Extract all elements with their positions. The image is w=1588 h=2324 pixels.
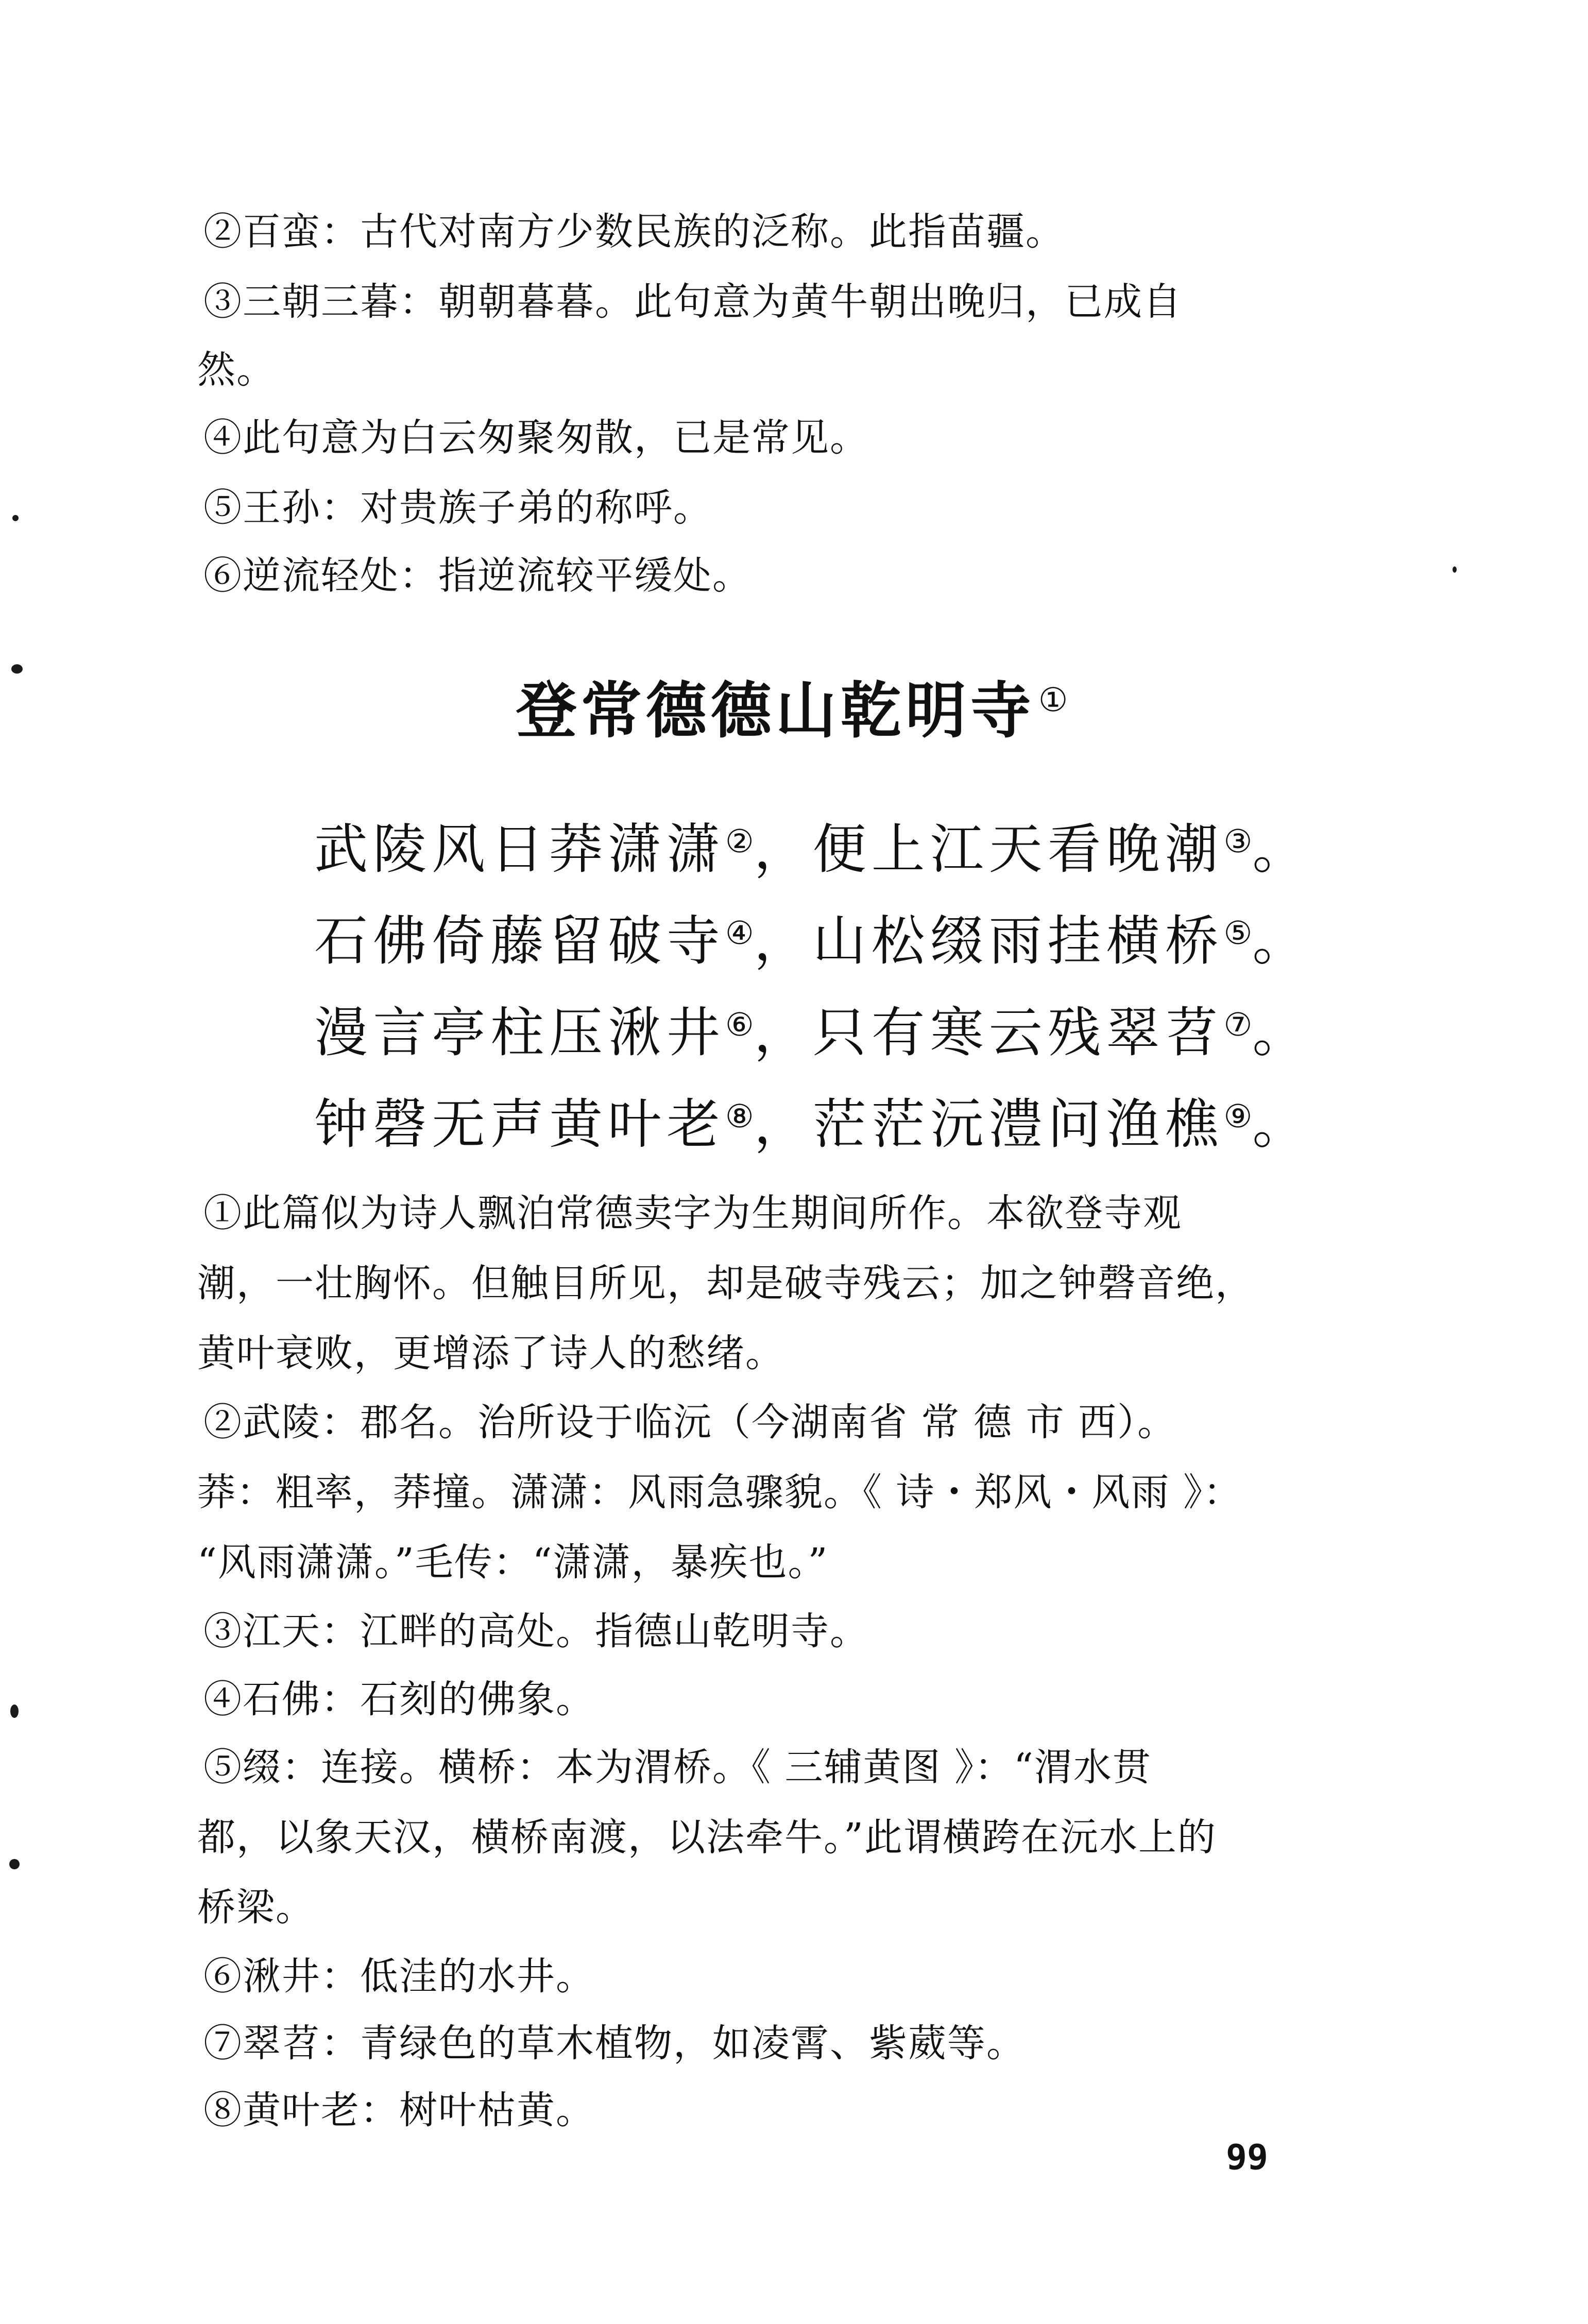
footnote-mark: ② (725, 822, 754, 860)
poem-half-line: 茫茫沅澧问渔樵 (812, 1093, 1224, 1156)
poem-punctuation: ， (754, 909, 813, 972)
note-3-sanzhao (203, 267, 1398, 337)
footnote-mark: ⑤ (1223, 914, 1253, 952)
scan-speck (9, 1859, 20, 1869)
note-text: ⑥湫井：低洼的水井。 (203, 1954, 595, 1999)
note-5-zhui (197, 1732, 1398, 1942)
poem-body (314, 796, 1344, 1162)
note-4-shifo (203, 1664, 1398, 1734)
note-1-background (197, 1178, 1398, 1388)
page-number: 99 (1226, 2137, 1268, 2178)
footnote-mark: ⑨ (1223, 1097, 1253, 1135)
note-text: ②百蛮：古代对南方少数民族的泛称。此指苗疆。 (203, 210, 1065, 254)
poem-punctuation: 。 (1252, 909, 1311, 972)
poem-line (314, 887, 1344, 979)
scan-speck (11, 664, 23, 674)
poem-half-line: 石佛倚藤留破寺 (314, 909, 726, 972)
poem-line (314, 796, 1344, 887)
note-text: 然。 (197, 348, 276, 392)
note-2-baiman (203, 197, 1398, 267)
note-3-continuation (197, 335, 1392, 405)
note-text: ①此篇似为诗人飘泊常德卖字为生期间所作。本欲登寺观 (203, 1191, 1182, 1235)
scan-speck (12, 515, 19, 521)
note-5-wangsun (203, 473, 1398, 543)
poem-half-line: 漫言亭柱压湫井 (314, 1001, 726, 1064)
note-text-continued: 莽：粗率，莽撞。潇潇：风雨急骤貌。《 诗・郑风・风雨 》： (197, 1470, 1243, 1514)
poem-punctuation: 。 (1252, 1001, 1311, 1064)
note-text: ⑥逆流轻处：指逆流较平缓处。 (203, 554, 752, 598)
poem-title-text: 登常德德山乾明寺 (516, 675, 1035, 746)
poem-half-line: 便上江天看晚潮 (812, 818, 1224, 881)
note-text-continued: 都，以象天汉，横桥南渡，以法牵牛。”此谓横跨在沅水上的 (197, 1815, 1217, 1860)
poem-half-line: 山松缀雨挂横桥 (812, 909, 1224, 972)
note-8-huangye (203, 2075, 1398, 2145)
footnote-mark: ⑦ (1223, 1006, 1253, 1043)
footnote-mark: ⑧ (725, 1097, 754, 1135)
note-text-continued: 黄叶衰败，更增添了诗人的愁绪。 (197, 1331, 784, 1375)
footnote-mark: ⑥ (725, 1006, 754, 1043)
poem-line (314, 979, 1344, 1071)
poem-half-line: 钟磬无声黄叶老 (314, 1093, 726, 1156)
note-text: ②武陵：郡名。治所设于临沅（今湖南省 常 德 市 西）。 (203, 1400, 1177, 1444)
poem-punctuation: 。 (1252, 818, 1311, 881)
poem-half-line: 武陵风日莽潇潇 (314, 818, 726, 881)
footnote-mark: ③ (1223, 822, 1253, 860)
note-text: ③三朝三暮：朝朝暮暮。此句意为黄牛朝出晚归，已成自 (203, 280, 1182, 324)
note-6-qiujing (203, 1941, 1398, 2011)
poem-title (0, 662, 1588, 749)
poem-punctuation: ， (754, 818, 813, 881)
note-text-continued: “风雨潇潇。”毛传：“潇潇，暴疾也。” (197, 1540, 829, 1585)
poem-punctuation: ， (754, 1001, 813, 1064)
note-4-baiyun (203, 403, 1398, 473)
poem-punctuation: ， (754, 1093, 813, 1156)
note-3-jiangtian (203, 1596, 1398, 1666)
scan-speck (1453, 566, 1457, 573)
note-text: ④此句意为白云匆聚匆散，已是常见。 (203, 416, 869, 460)
poem-half-line: 只有寒云残翠苕 (812, 1001, 1224, 1064)
note-text: ⑦翠苕：青绿色的草木植物，如凌霄、紫葳等。 (203, 2021, 1026, 2065)
footnote-mark: ④ (725, 914, 754, 952)
note-7-cuitiao (203, 2008, 1398, 2078)
poem-title-footnote-mark: ① (1038, 681, 1072, 719)
note-text: ⑧黄叶老：树叶枯黄。 (203, 2088, 595, 2132)
poem-line (314, 1071, 1344, 1162)
note-text: ⑤王孙：对贵族子弟的称呼。 (203, 486, 712, 530)
note-text: ⑤缀：连接。横桥：本为渭桥。《 三辅黄图 》：“渭水贯 (203, 1745, 1152, 1789)
note-text-continued: 潮，一壮胸怀。但触目所见，却是破寺残云；加之钟磬音绝， (197, 1261, 1254, 1305)
note-text: ④石佛：石刻的佛象。 (203, 1677, 595, 1722)
scan-speck (10, 1705, 19, 1718)
poem-punctuation: 。 (1252, 1093, 1311, 1156)
note-text: ③江天：江畔的高处。指德山乾明寺。 (203, 1609, 869, 1654)
note-6-niliu (203, 541, 1398, 611)
note-text-continued: 桥梁。 (197, 1885, 315, 1930)
note-2-wuling (197, 1387, 1398, 1597)
